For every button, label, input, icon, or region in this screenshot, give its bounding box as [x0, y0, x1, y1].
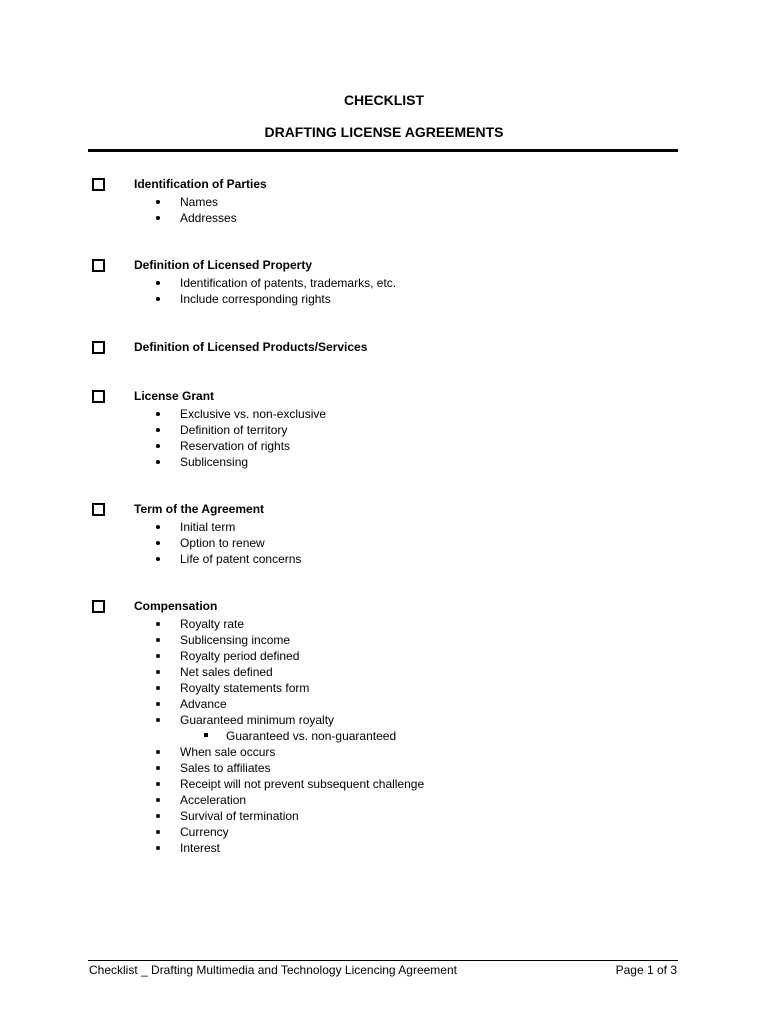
bullet-icon — [156, 428, 160, 432]
bullet-icon — [156, 750, 160, 754]
list-item-text: Guaranteed minimum royalty — [180, 713, 335, 727]
list-item-text: Currency — [180, 825, 229, 839]
list-item-text: Net sales defined — [180, 665, 273, 679]
list-item-text: Addresses — [180, 211, 237, 225]
bullet-icon — [156, 444, 160, 448]
list-item-text: Advance — [180, 697, 227, 711]
bullet-icon — [156, 782, 160, 786]
checkbox-icon[interactable] — [92, 600, 105, 613]
bullet-icon — [156, 622, 160, 626]
bullet-icon — [156, 670, 160, 674]
footer-divider — [88, 960, 678, 961]
checkbox-icon[interactable] — [92, 178, 105, 191]
checkbox-icon[interactable] — [92, 390, 105, 403]
list-item-text: Guaranteed vs. non-guaranteed — [226, 729, 397, 743]
list-item-text: Sublicensing income — [180, 633, 291, 647]
list-item-text: Initial term — [180, 520, 236, 534]
list-item-text: Receipt will not prevent subsequent challenge — [180, 777, 425, 791]
bullet-icon — [156, 200, 160, 204]
checkbox-icon[interactable] — [92, 341, 105, 354]
bullet-icon — [156, 766, 160, 770]
section-heading: Definition of Licensed Property — [134, 258, 313, 272]
bullet-icon — [156, 814, 160, 818]
bullet-icon — [156, 412, 160, 416]
bullet-icon — [156, 638, 160, 642]
document-title: CHECKLIST — [343, 92, 425, 108]
list-item-text: Survival of termination — [180, 809, 299, 823]
bullet-icon — [156, 798, 160, 802]
list-item-text: When sale occurs — [180, 745, 276, 759]
square-bullet-icon — [204, 733, 208, 737]
list-item-text: Royalty statements form — [180, 681, 310, 695]
bullet-icon — [156, 216, 160, 220]
list-item-text: Interest — [180, 841, 221, 855]
document-subtitle: DRAFTING LICENSE AGREEMENTS — [264, 124, 504, 140]
bullet-icon — [156, 702, 160, 706]
bullet-icon — [156, 686, 160, 690]
bullet-icon — [156, 525, 160, 529]
list-item-text: Acceleration — [180, 793, 247, 807]
title-divider — [88, 149, 678, 152]
bullet-icon — [156, 718, 160, 722]
section-heading: Definition of Licensed Products/Services — [134, 340, 368, 354]
list-item-text: Identification of patents, trademarks, etc. — [180, 276, 397, 290]
bullet-icon — [156, 557, 160, 561]
section-heading: Term of the Agreement — [134, 502, 265, 516]
checkbox-icon[interactable] — [92, 259, 105, 272]
list-item-text: Royalty rate — [180, 617, 245, 631]
list-item-text: Sales to affiliates — [180, 761, 271, 775]
list-item-text: Definition of territory — [180, 423, 288, 437]
bullet-icon — [156, 281, 160, 285]
list-item-text: Sublicensing — [180, 455, 249, 469]
list-item-text: Royalty period defined — [180, 649, 300, 663]
list-item-text: Exclusive vs. non-exclusive — [180, 407, 327, 421]
section-heading: Identification of Parties — [134, 177, 267, 191]
section-heading: Compensation — [134, 599, 218, 613]
bullet-icon — [156, 297, 160, 301]
list-item-text: Include corresponding rights — [180, 292, 331, 306]
list-item-text: Names — [180, 195, 219, 209]
bullet-icon — [156, 846, 160, 850]
list-item-text: Option to renew — [180, 536, 265, 550]
bullet-icon — [156, 460, 160, 464]
footer-document-name: Checklist _ Drafting Multimedia and Technology Licencing Agreement — [89, 963, 457, 977]
footer-page-number: Page 1 of 3 — [615, 963, 677, 977]
checkbox-icon[interactable] — [92, 503, 105, 516]
section-heading: License Grant — [134, 389, 215, 403]
bullet-icon — [156, 541, 160, 545]
list-item-text: Reservation of rights — [180, 439, 291, 453]
bullet-icon — [156, 830, 160, 834]
list-item-text: Life of patent concerns — [180, 552, 302, 566]
bullet-icon — [156, 654, 160, 658]
